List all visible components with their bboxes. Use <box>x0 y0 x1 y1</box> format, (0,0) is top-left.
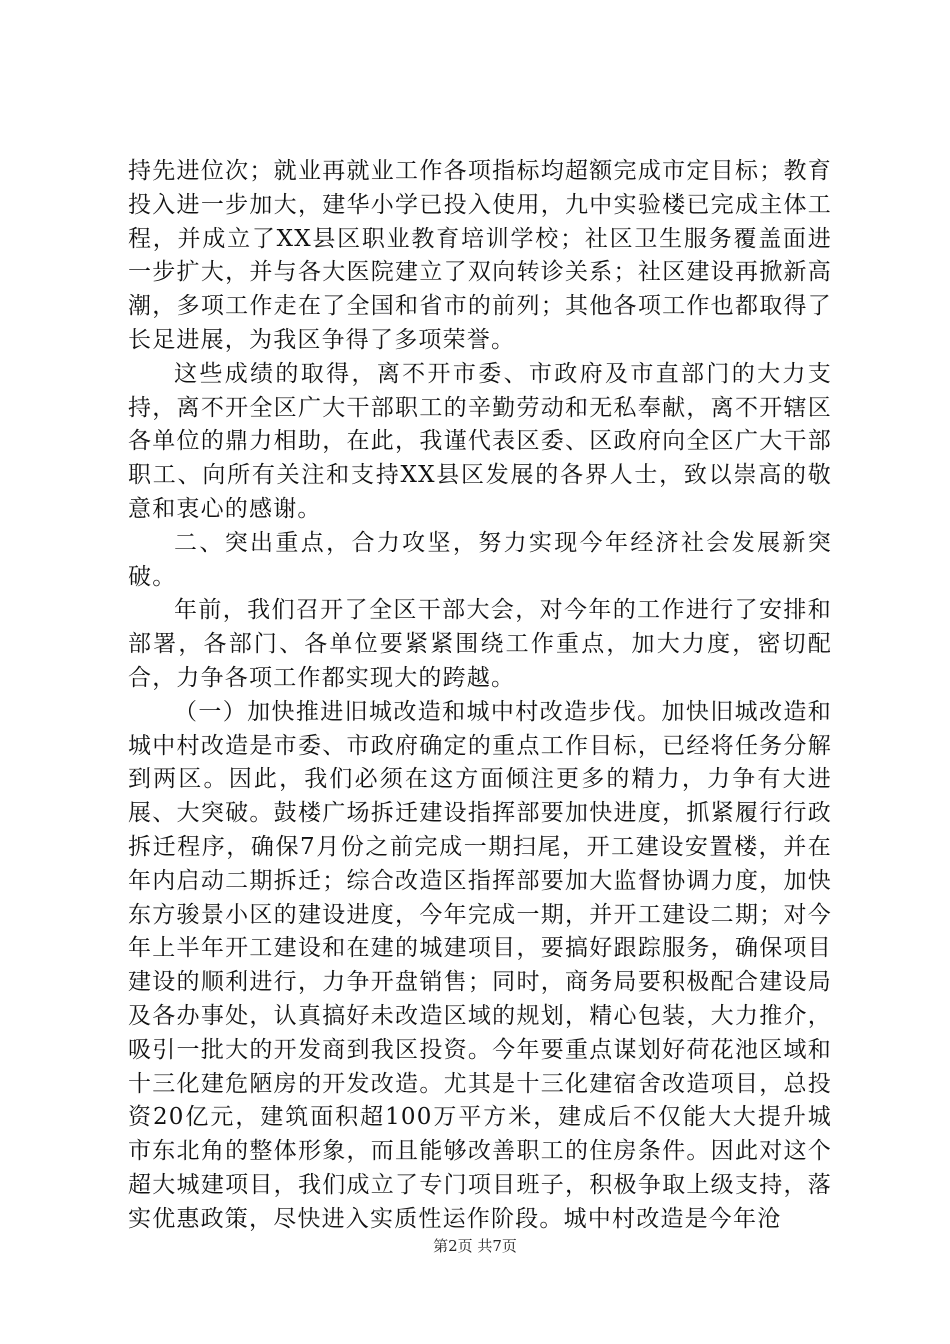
paragraph-1: 持先进位次；就业再就业工作各项指标均超额完成市定目标；教育投入进一步加大，建华小学已投入使用，九中实验楼已完成主体工程，并成立了XX县区职业教育培训学校；社区卫生服务覆盖面进一步扩大，并与各大医院建立了双向转诊关系；社区建设再掀新高潮，多项工作走在了全国和省市的前列；其他各项工作也都取得了长足进展，为我区争得了多项荣誉。 <box>128 158 832 353</box>
paragraph-4: 年前，我们召开了全区干部大会，对今年的工作进行了安排和部署，各部门、各单位要紧紧围绕工作重点，加大力度，密切配合，力争各项工作都实现大的跨越。 <box>128 597 832 691</box>
paragraph-5: （一）加快推进旧城改造和城中村改造步伐。加快旧城改造和城中村改造是市委、市政府确定的重点工作目标，已经将任务分解到两区。因此，我们必须在这方面倾注更多的精力，力争有大进展、大突破。鼓楼广场拆迁建设指挥部要加快进度，抓紧履行行政拆迁程序，确保7月份之前完成一期扫尾，开工建设安置楼，并在年内启动二期拆迁；综合改造区指挥部要加大监督协调力度，加快东方骏景小区的建设进度，今年完成一期，并开工建设二期；对今年上半年开工建设和在建的城建项目，要搞好跟踪服务，确保项目建设的顺利进行，力争开盘销售；同时，商务局要积极配合建设局及各办事处，认真搞好未改造区域的规划，精心包装，大力推介，吸引一批大的开发商到我区投资。今年要重点谋划好荷花池区域和十三化建危陋房的开发改造。尤其是十三化建宿舍改造项目，总投资20亿元，建筑面积超100万平方米，建成后不仅能大大提升城市东北角的整体形象，而且能够改善职工的住房条件。因此对这个超大城建项目，我们成立了专门项目班子，积极争取上级支持，落实优惠政策，尽快进入实质性运作阶段。城中村改造是今年沧 <box>128 698 832 1232</box>
page-number-footer: 第2页 共7页 <box>433 1237 517 1255</box>
paragraph-3-heading: 二、突出重点，合力攻坚，努力实现今年经济社会发展新突破。 <box>128 529 832 590</box>
paragraph-2: 这些成绩的取得，离不开市委、市政府及市直部门的大力支持，离不开全区广大干部职工的辛勤劳动和无私奉献，离不开辖区各单位的鼎力相助，在此，我谨代表区委、区政府向全区广大干部职工、向所有关注和支持XX县区发展的各界人士，致以崇高的敬意和衷心的感谢。 <box>128 360 832 522</box>
document-body <box>128 155 832 1237</box>
